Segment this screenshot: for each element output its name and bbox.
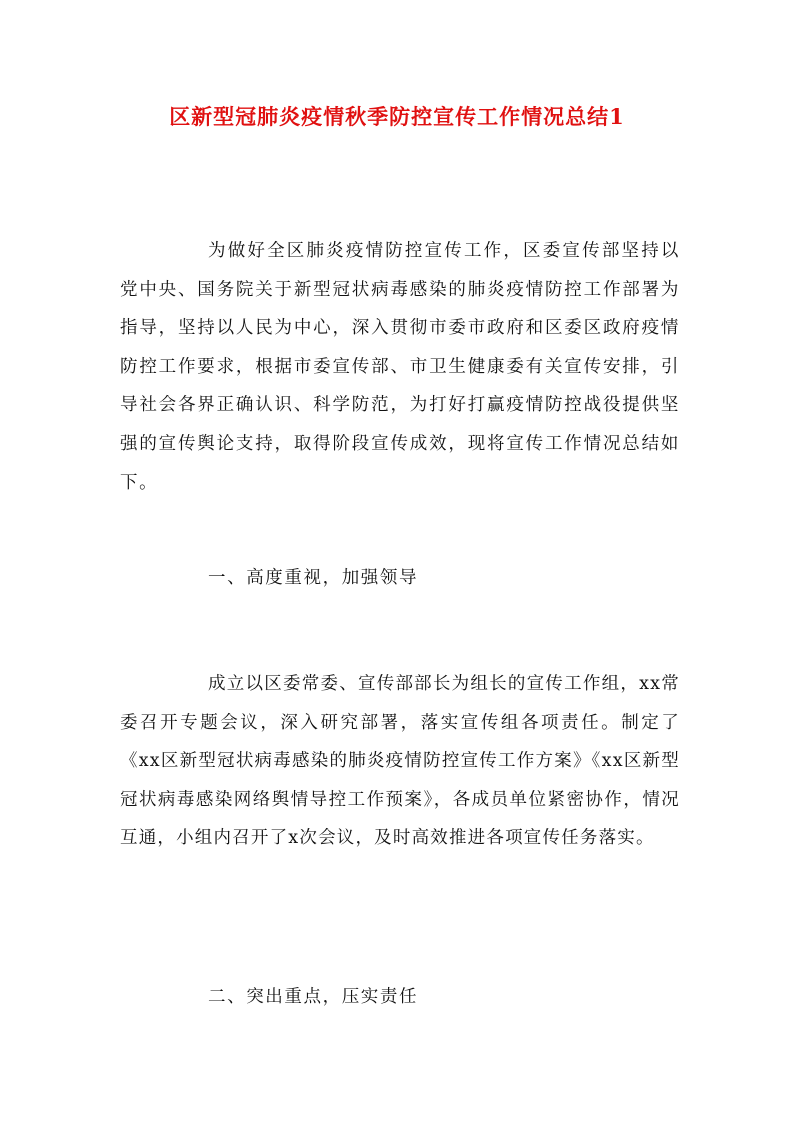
section-heading-2: 二、突出重点，压实责任 — [208, 987, 419, 1007]
paragraph-section-1: 成立以区委常委、宣传部部长为组长的宣传工作组，xx常委召开专题会议，深入研究部署，落实宣传组各项责任。制定了《xx区新型冠状病毒感染的肺炎疫情防控宣传工作方案》《xx区新型冠状病毒感染网络舆情导控工作预案》，各成员单位紧密协作，情况互通，小组内召开了x次会议，及时高效推进各项宣传任务落实。 — [120, 674, 680, 849]
document-title: 区新型冠肺炎疫情秋季防控宣传工作情况总结1 — [169, 104, 625, 129]
paragraph-intro: 为做好全区肺炎疫情防控宣传工作，区委宣传部坚持以党中央、国务院关于新型冠状病毒感染的肺炎疫情防控工作部署为指导，坚持以人民为中心，深入贯彻市委市政府和区委区政府疫情防控工作要求，根据市委宣传部、市卫生健康委有关宣传安排，引导社会各界正确认识、科学防范，为打好打赢疫情防控战役提供坚强的宣传舆论支持，取得阶段宣传成效，现将宣传工作情况总结如下。 — [120, 241, 680, 493]
section-heading-1: 一、高度重视，加强领导 — [208, 568, 419, 588]
